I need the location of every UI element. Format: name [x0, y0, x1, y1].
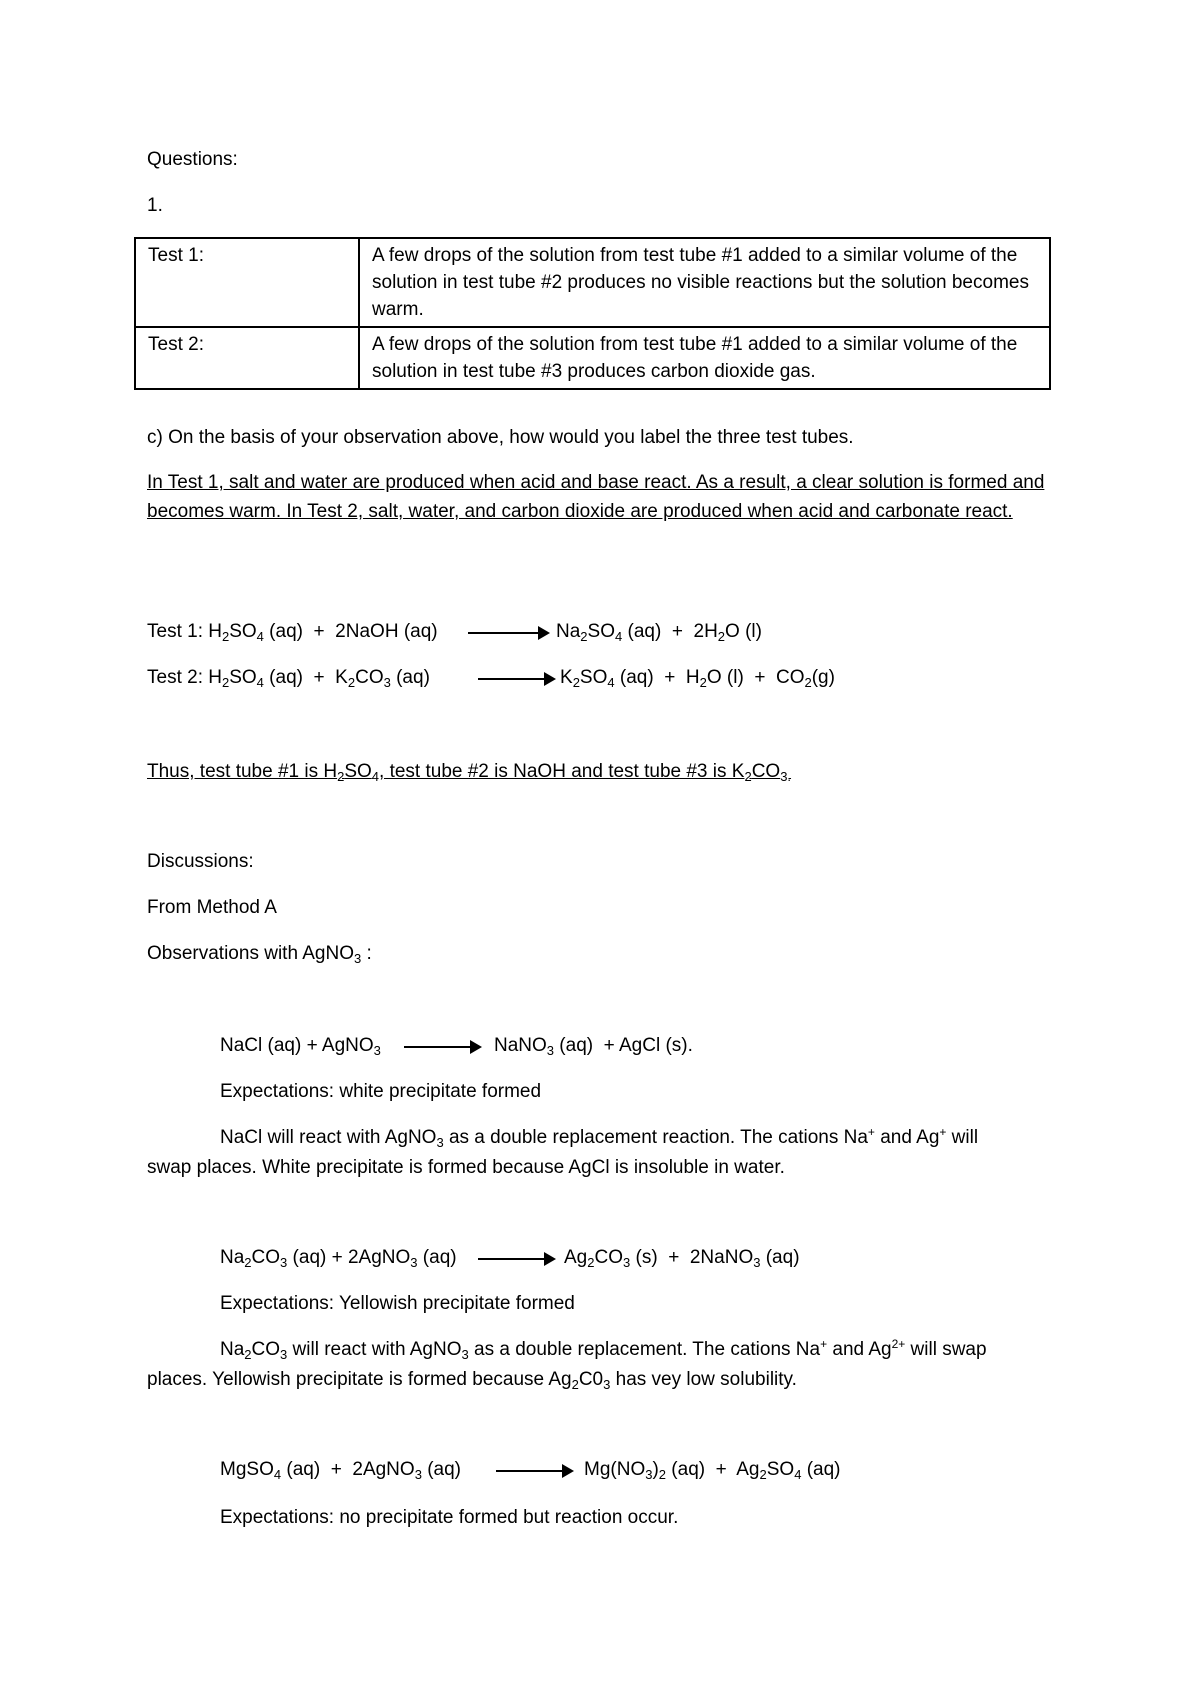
mgso4-equation-left: MgSO$_4$ (aq) + 2AgNO$_3$ (aq) [220, 1459, 461, 1482]
nacl-equation-right: NaNO$_3$ (aq) + AgCl (s). [494, 1035, 693, 1058]
answer-c: In Test 1, salt and water are produced when acid and base react. As a result, a clear solution is formed and becomes warm. In Test 2, salt, water, and carbon dioxide are produced when acid and carbonate react. [147, 472, 1045, 522]
table-cell-text: A few drops of the solution from test tube #1 added to a similar volume of the solution in test tube #3 produces carbon dioxide gas. [359, 327, 1050, 389]
text-span: and Ag [874, 1127, 940, 1148]
text-span: NaCl will react with AgNO [220, 1127, 437, 1148]
reaction-arrow-icon [496, 1470, 572, 1472]
test-table [134, 237, 1051, 390]
test2-equation-right: $K_2SO_4$ $(aq) + H_2O$ $(l) + CO_2(g)$ [560, 667, 835, 690]
na2co3-expectation: Expectations: Yellowish precipitate formed [220, 1293, 575, 1314]
mgso4-equation-right: $Mg(NO_3)_2$ $(aq) + Ag_2SO_4$ (aq) [584, 1459, 841, 1482]
question-number: 1. [147, 195, 163, 216]
text-span: will swap [905, 1339, 987, 1360]
nacl-explanation-line2: swap places. White precipitate is formed because AgCl is insoluble in water. [147, 1157, 785, 1178]
nacl-expectation: Expectations: white precipitate formed [220, 1081, 542, 1102]
text-span: and Ag [827, 1339, 892, 1360]
method-a-label: From Method A [147, 897, 277, 918]
test2-equation-left: Test 2: $H_2SO_4$ $(aq) + K_2CO_3$ (aq) [147, 667, 430, 690]
table-cell-label: Test 2: [135, 327, 359, 389]
nacl-equation-left: NaCl (aq) + AgNO$_3$ [220, 1035, 381, 1058]
text-span: has vey low solubility. [610, 1369, 797, 1390]
na2co3-equation-left: $Na_2CO_3$ (aq) + 2AgNO$_3$ (aq) [220, 1247, 457, 1270]
text-span: as a double replacement. The cations Na [468, 1339, 821, 1360]
reaction-arrow-icon [478, 678, 554, 680]
nacl-explanation-line1: NaCl will react with AgNO$_3$ as a double replacement reaction. The cations Na+ and Ag+ will [220, 1125, 979, 1150]
table-cell-text: A few drops of the solution from test tube #1 added to a similar volume of the solution in test tube #2 produces no visible reactions but the solution becomes warm. [359, 238, 1050, 327]
table-row [135, 238, 1050, 327]
reaction-arrow-icon [468, 632, 548, 634]
table-cell-label: Test 1: [135, 238, 359, 327]
conclusion: Thus, test tube #1 is $H_2SO_4$, test tube #2 is NaOH and test tube #3 is $K_2CO_{3.}$ [147, 761, 792, 784]
test2-label: Test 2: [147, 667, 203, 688]
test1-equation-left: Test 1: $H_2SO_4$ (aq) + 2NaOH (aq) [147, 621, 438, 644]
question-c: c) On the basis of your observation above, how would you label the three test tubes. [147, 427, 854, 448]
text-span: as a double replacement reaction. The cations Na [443, 1127, 868, 1148]
reaction-arrow-icon [478, 1258, 554, 1260]
table-row [135, 327, 1050, 389]
questions-heading: Questions: [147, 149, 238, 170]
text-span: will react with AgNO [287, 1339, 462, 1360]
test1-equation-right: $Na_2SO_4$ $(aq) + 2H_2O$ (l) [556, 621, 762, 644]
text-span: places. Yellowish precipitate is formed because Ag [147, 1369, 572, 1390]
observations-heading: Observations with AgNO$_3$ : [147, 943, 372, 966]
discussions-heading: Discussions: [147, 851, 254, 872]
text-span: will [946, 1127, 979, 1148]
observations-heading-text: Observations with AgNO [147, 943, 354, 964]
test1-label: Test 1: [147, 621, 203, 642]
na2co3-equation-right: $Ag_2CO_3$ (s) + 2NaNO$_3$ (aq) [564, 1247, 800, 1270]
mgso4-expectation: Expectations: no precipitate formed but reaction occur. [220, 1507, 679, 1528]
reaction-arrow-icon [404, 1046, 480, 1048]
na2co3-explanation-line1: $Na_2CO_3$ will react with AgNO$_3$ as a double replacement. The cations Na+ and $Ag^{2+}$ will swap [220, 1337, 987, 1362]
na2co3-explanation-line2: places. Yellowish precipitate is formed because $Ag_2C0_3$ has vey low solubility. [147, 1369, 797, 1392]
text-span: C0 [578, 1369, 604, 1390]
